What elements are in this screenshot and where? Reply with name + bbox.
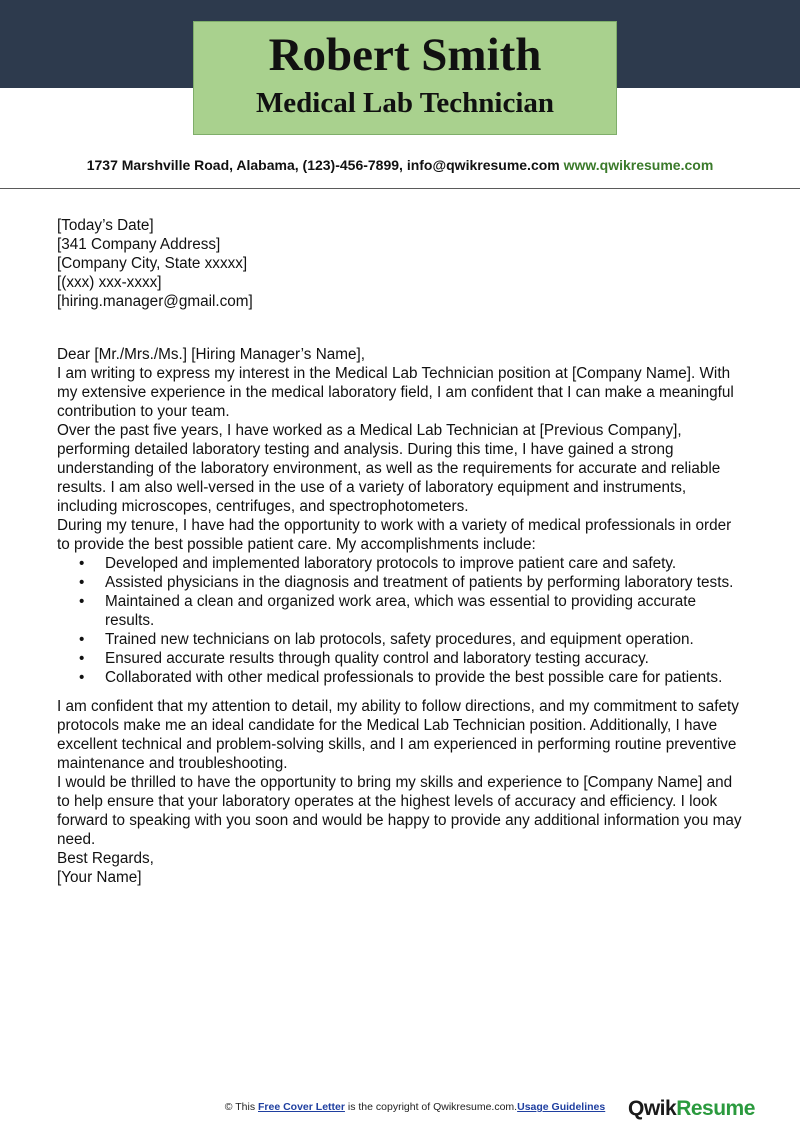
footer-copyright-text: is the copyright of Qwikresume.com. (347, 1101, 518, 1113)
paragraph: I am confident that my attention to detail, my ability to follow directions, and my commitment to safety protocols make me an ideal candidate for the Medical Lab Technician position. Additionally, I have excellent technical and problem-solving skills, and I am experienced in performing routine preventive maintenance and troubleshooting. (57, 698, 739, 772)
paragraph: I would be thrilled to have the opportunity to bring my skills and experience to [Company Name] and to help ensure that your laboratory operates at the highest levels of accuracy and efficiency. I look forward to speaking with you soon and would be happy to provide any additional information you may need. (57, 774, 742, 848)
list-item: • Ensured accurate results through quality control and laboratory testing accuracy. (105, 649, 747, 668)
free-cover-letter-link[interactable]: Free Cover Letter (258, 1101, 345, 1113)
recipient-address (57, 235, 747, 311)
candidate-name: Robert Smith (268, 29, 542, 81)
name-title-box (193, 21, 617, 135)
recipient-line: [Company City, State xxxxx] (57, 255, 248, 272)
list-item: • Collaborated with other medical professionals to provide the best possible care for patients. (105, 668, 747, 687)
paragraph: Over the past five years, I have worked as a Medical Lab Technician at [Previous Company], performing detailed laboratory testing and analysis. During this time, I have gained a strong understanding of the laboratory environment, as well as the requirements for accurate and reliable results. I am also well-versed in the use of a variety of laboratory equipment and instruments, including microscopes, centrifuges, and spectrophotometers. (57, 422, 721, 515)
list-item: • Assisted physicians in the diagnosis and treatment of patients by performing laboratory tests. (105, 573, 747, 592)
qwikresume-logo[interactable] (628, 1097, 755, 1121)
list-item: • Developed and implemented laboratory protocols to improve patient care and safety. (105, 554, 747, 573)
contact-line (0, 157, 800, 173)
list-item: • Trained new technicians on lab protocols, safety procedures, and equipment operation. (105, 630, 747, 649)
job-title: Medical Lab Technician (255, 87, 555, 119)
closing: Best Regards, (57, 850, 154, 867)
website-link[interactable]: www.qwikresume.com (563, 157, 714, 173)
logo-text-dark: Qwik (628, 1097, 677, 1120)
usage-guidelines-link[interactable]: Usage Guidelines (517, 1101, 606, 1113)
recipient-line: [341 Company Address] (57, 236, 221, 253)
footer-prefix: © This (224, 1101, 256, 1113)
signature: [Your Name] (57, 869, 142, 886)
letter-date: [Today’s Date] (57, 217, 154, 234)
recipient-line: [(xxx) xxx-xxxx] (57, 274, 162, 291)
accomplishments-list (57, 554, 747, 687)
paragraph: During my tenure, I have had the opportunity to work with a variety of medical professionals in order to provide the best possible patient care. My accomplishments include: (57, 517, 732, 553)
logo-text-green: Resume (676, 1097, 755, 1120)
contact-details: 1737 Marshville Road, Alabama, (123)-456-7899, info@qwikresume.com (86, 157, 560, 173)
header-divider (0, 188, 800, 189)
letter-body (57, 216, 747, 887)
salutation: Dear [Mr./Mrs./Ms.] [Hiring Manager’s Name], (57, 346, 365, 363)
paragraph: I am writing to express my interest in the Medical Lab Technician position at [Company Name]. With my extensive experience in the medical laboratory field, I am confident that I can make a meaningful contribution to your team. (57, 365, 734, 420)
list-item: • Maintained a clean and organized work area, which was essential to providing accurate results. (105, 592, 747, 630)
recipient-line: [hiring.manager@gmail.com] (57, 293, 253, 310)
